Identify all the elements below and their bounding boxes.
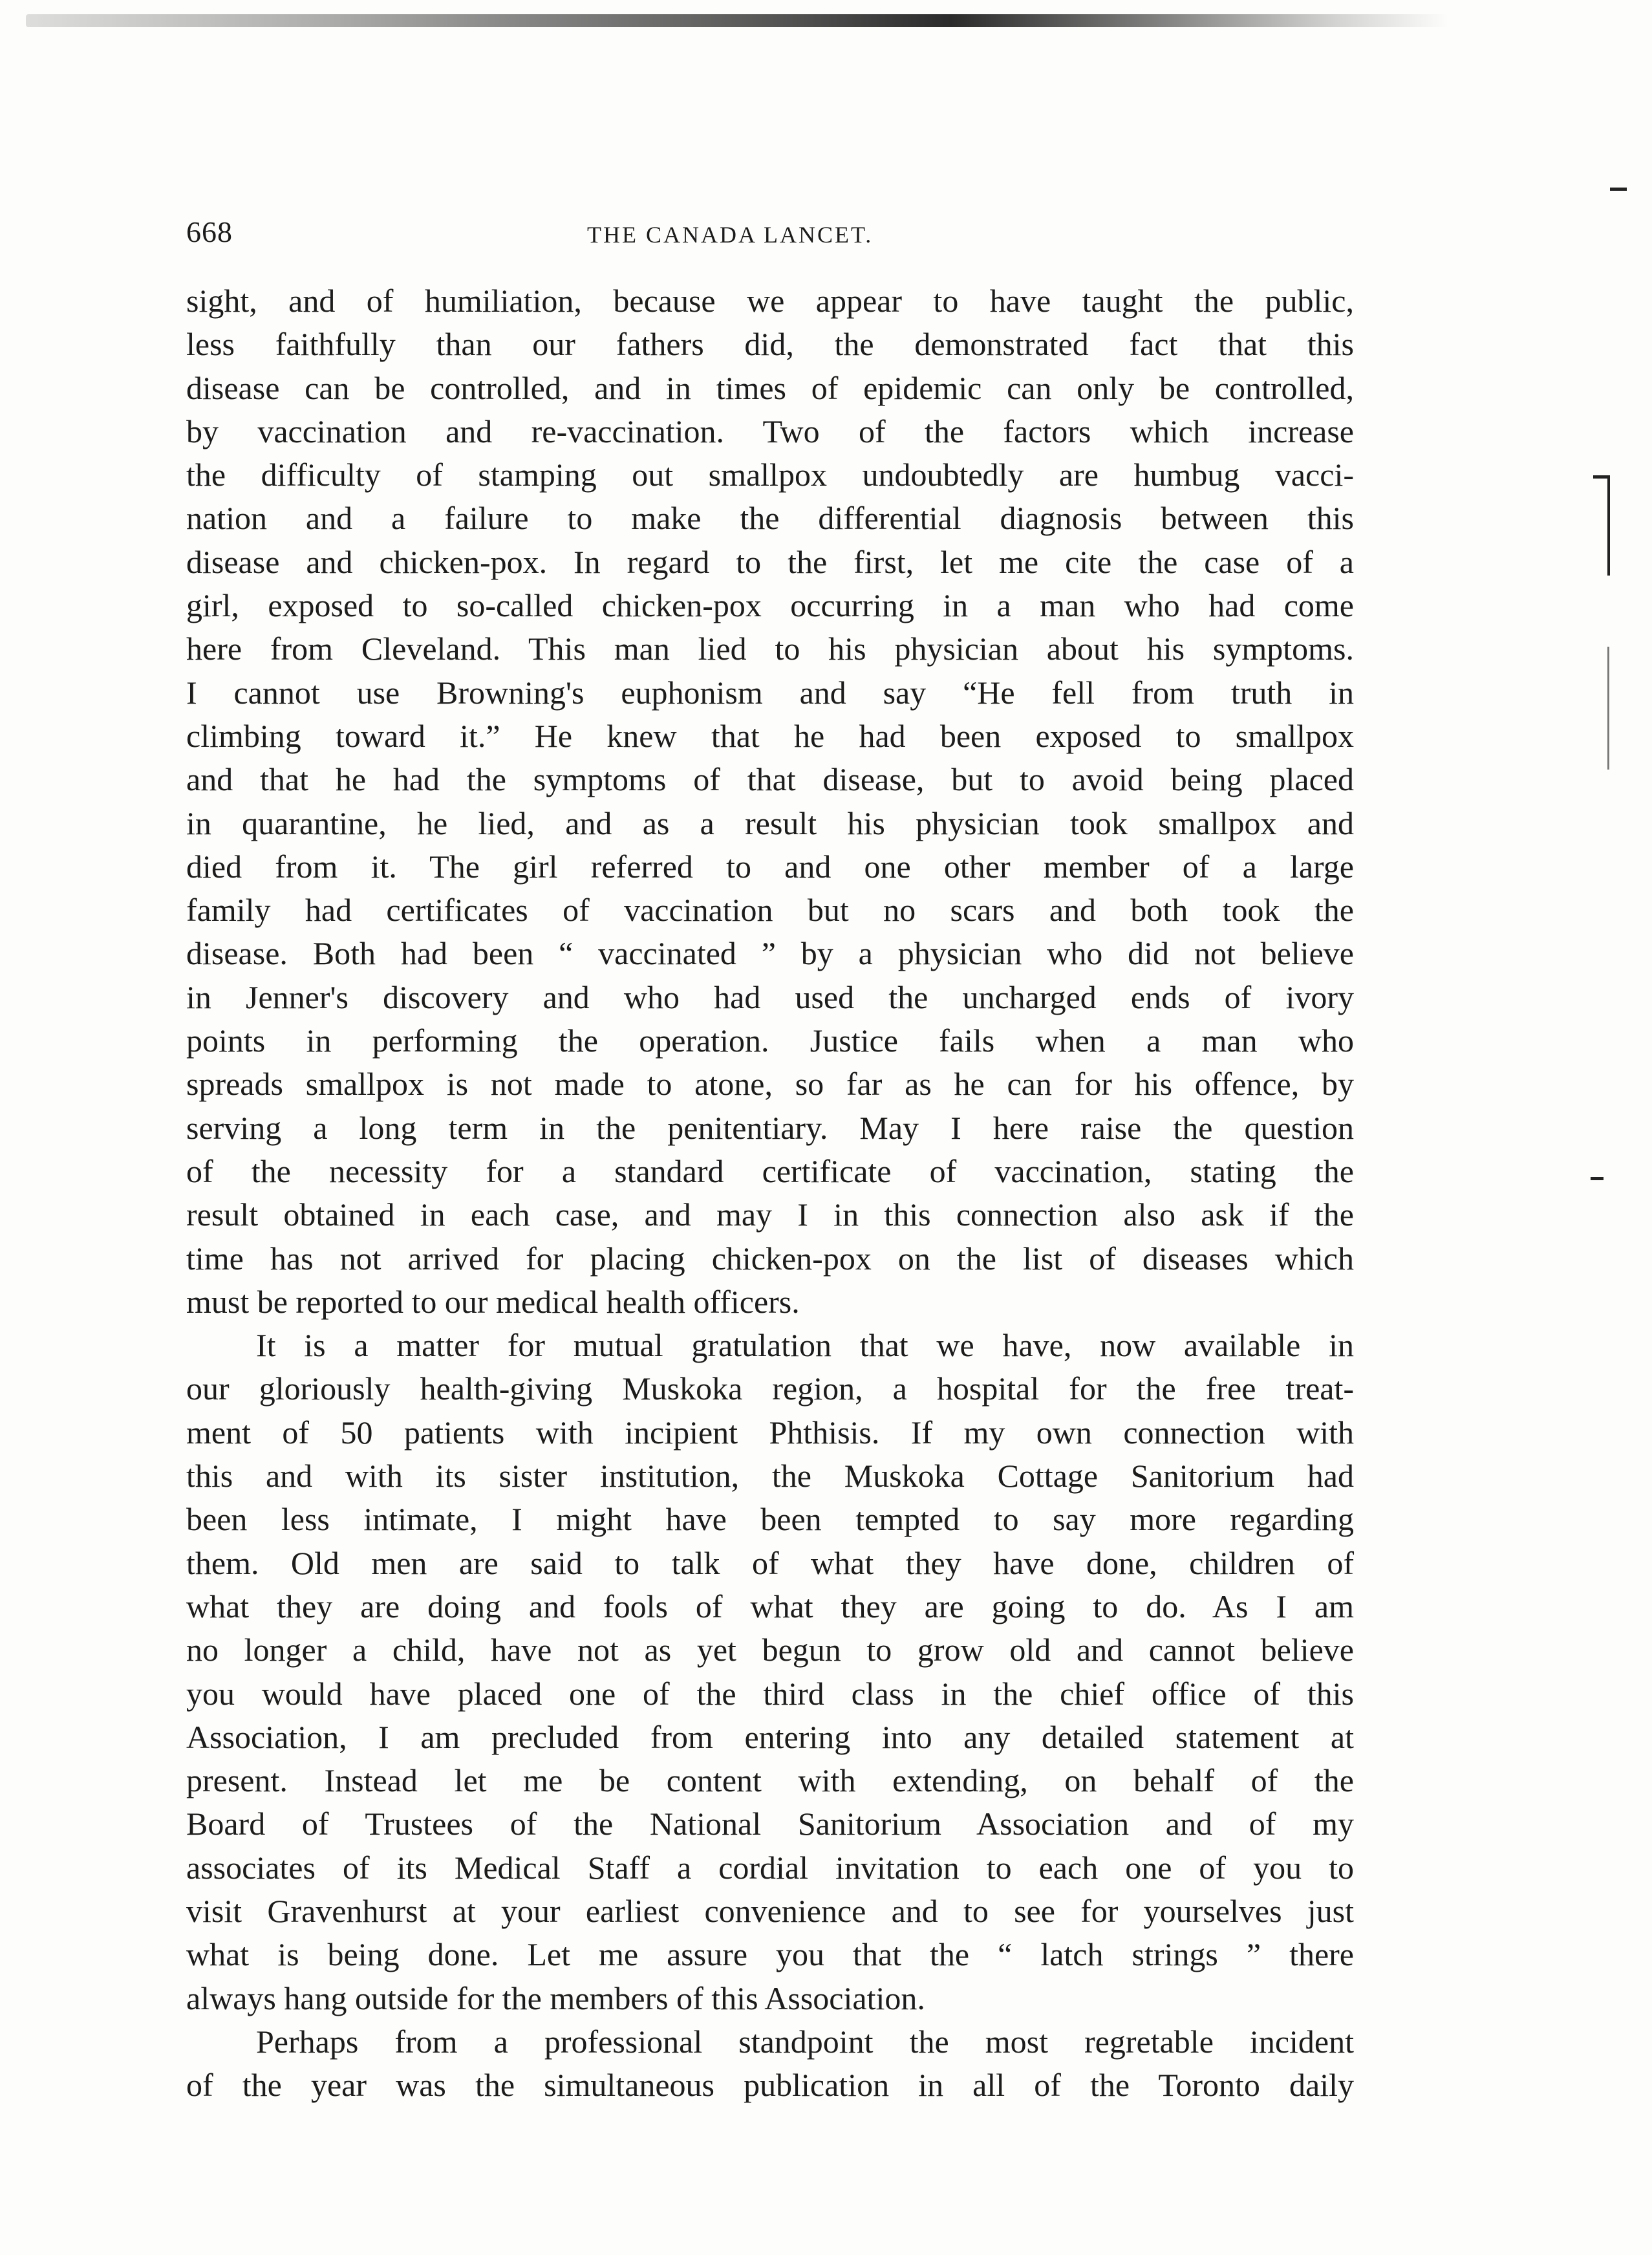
text-line: serving a long term in the penitentiary. May I here raise the question xyxy=(186,1109,1354,1146)
text-line: sight, and of humiliation, because we appear to have taught the public, xyxy=(186,283,1354,319)
body-text xyxy=(186,279,1354,2107)
text-line: what is being done. Let me assure you that the “ latch strings ” there xyxy=(186,1936,1354,1973)
text-line: them. Old men are said to talk of what they have done, children of xyxy=(186,1544,1354,1581)
text-line: visit Gravenhurst at your earliest convenience and to see for yourselves just xyxy=(186,1892,1354,1929)
text-line: been less intimate, I might have been tempted to say more regarding xyxy=(186,1501,1354,1538)
running-head: THE CANADA LANCET. xyxy=(587,222,874,248)
text-line: time has not arrived for placing chicken-pox on the list of diseases which xyxy=(186,1240,1354,1277)
text-line: the difficulty of stamping out smallpox undoubtedly are humbug vacci- xyxy=(186,457,1354,493)
paragraph xyxy=(186,2020,1354,2108)
text-line: associates of its Medical Staff a cordial invitation to each one of you to xyxy=(186,1849,1354,1886)
text-line: nation and a failure to make the differential diagnosis between this xyxy=(186,500,1354,537)
text-line: what they are doing and fools of what they are going to do. As I am xyxy=(186,1588,1354,1624)
text-line: in Jenner's discovery and who had used the uncharged ends of ivory xyxy=(186,978,1354,1015)
margin-mark xyxy=(1591,1177,1604,1180)
text-line: Association, I am precluded from entering into any detailed statement at xyxy=(186,1718,1354,1755)
text-line: of the year was the simultaneous publication in all of the Toronto daily xyxy=(186,2067,1354,2104)
text-line: disease. Both had been “ vaccinated ” by a physician who did not believe xyxy=(186,935,1354,972)
text-line: of the necessity for a standard certificate of vaccination, stating the xyxy=(186,1152,1354,1189)
text-line: disease and chicken-pox. In regard to the first, let me cite the case of a xyxy=(186,543,1354,580)
scan-edge-artifact xyxy=(26,14,1448,27)
page-header xyxy=(186,215,1350,266)
margin-mark xyxy=(1607,647,1609,770)
text-line: died from it. The girl referred to and one other member of a large xyxy=(186,848,1354,885)
text-line: result obtained in each case, and may I in this connection also ask if the xyxy=(186,1196,1354,1233)
text-line: our gloriously health-giving Muskoka region, a hospital for the free treat- xyxy=(186,1370,1354,1407)
page-number: 668 xyxy=(186,215,233,248)
text-line: present. Instead let me be content with extending, on behalf of the xyxy=(186,1762,1354,1799)
text-line: you would have placed one of the third class in the chief office of this xyxy=(186,1675,1354,1712)
text-line: disease can be controlled, and in times of epidemic can only be controlled, xyxy=(186,369,1354,406)
text-line: I cannot use Browning's euphonism and say “He fell from truth in xyxy=(186,674,1354,711)
text-line: Perhaps from a professional standpoint the most regretable incident xyxy=(256,2023,1354,2060)
text-line: spreads smallpox is not made to atone, so far as he can for his offence, by xyxy=(186,1066,1354,1103)
text-line: here from Cleveland. This man lied to his physician about his symptoms. xyxy=(186,631,1354,667)
text-line: girl, exposed to so-called chicken-pox occurring in a man who had come xyxy=(186,587,1354,624)
paragraph xyxy=(186,1324,1354,2020)
paragraph xyxy=(186,279,1354,1324)
text-line: by vaccination and re-vaccination. Two of the factors which increase xyxy=(186,413,1354,449)
margin-mark xyxy=(1607,479,1610,576)
text-line: climbing toward it.” He knew that he had been exposed to smallpox xyxy=(186,717,1354,754)
text-line: It is a matter for mutual gratulation that we have, now available in xyxy=(256,1327,1354,1364)
text-line: always hang outside for the members of this Association. xyxy=(186,1980,925,2016)
text-line: points in performing the operation. Justice fails when a man who xyxy=(186,1022,1354,1059)
text-line: no longer a child, have not as yet begun to grow old and cannot believe xyxy=(186,1632,1354,1668)
text-line: in quarantine, he lied, and as a result his physician took smallpox and xyxy=(186,804,1354,841)
text-line: must be reported to our medical health officers. xyxy=(186,1283,800,1320)
margin-mark xyxy=(1610,188,1627,191)
text-line: less faithfully than our fathers did, the demonstrated fact that this xyxy=(186,326,1354,363)
text-line: family had certificates of vaccination but no scars and both took the xyxy=(186,892,1354,929)
text-line: ment of 50 patients with incipient Phthisis. If my own connection with xyxy=(186,1414,1354,1451)
text-line: and that he had the symptoms of that disease, but to avoid being placed xyxy=(186,761,1354,798)
text-line: this and with its sister institution, the Muskoka Cottage Sanitorium had xyxy=(186,1458,1354,1494)
text-line: Board of Trustees of the National Sanitorium Association and of my xyxy=(186,1806,1354,1842)
